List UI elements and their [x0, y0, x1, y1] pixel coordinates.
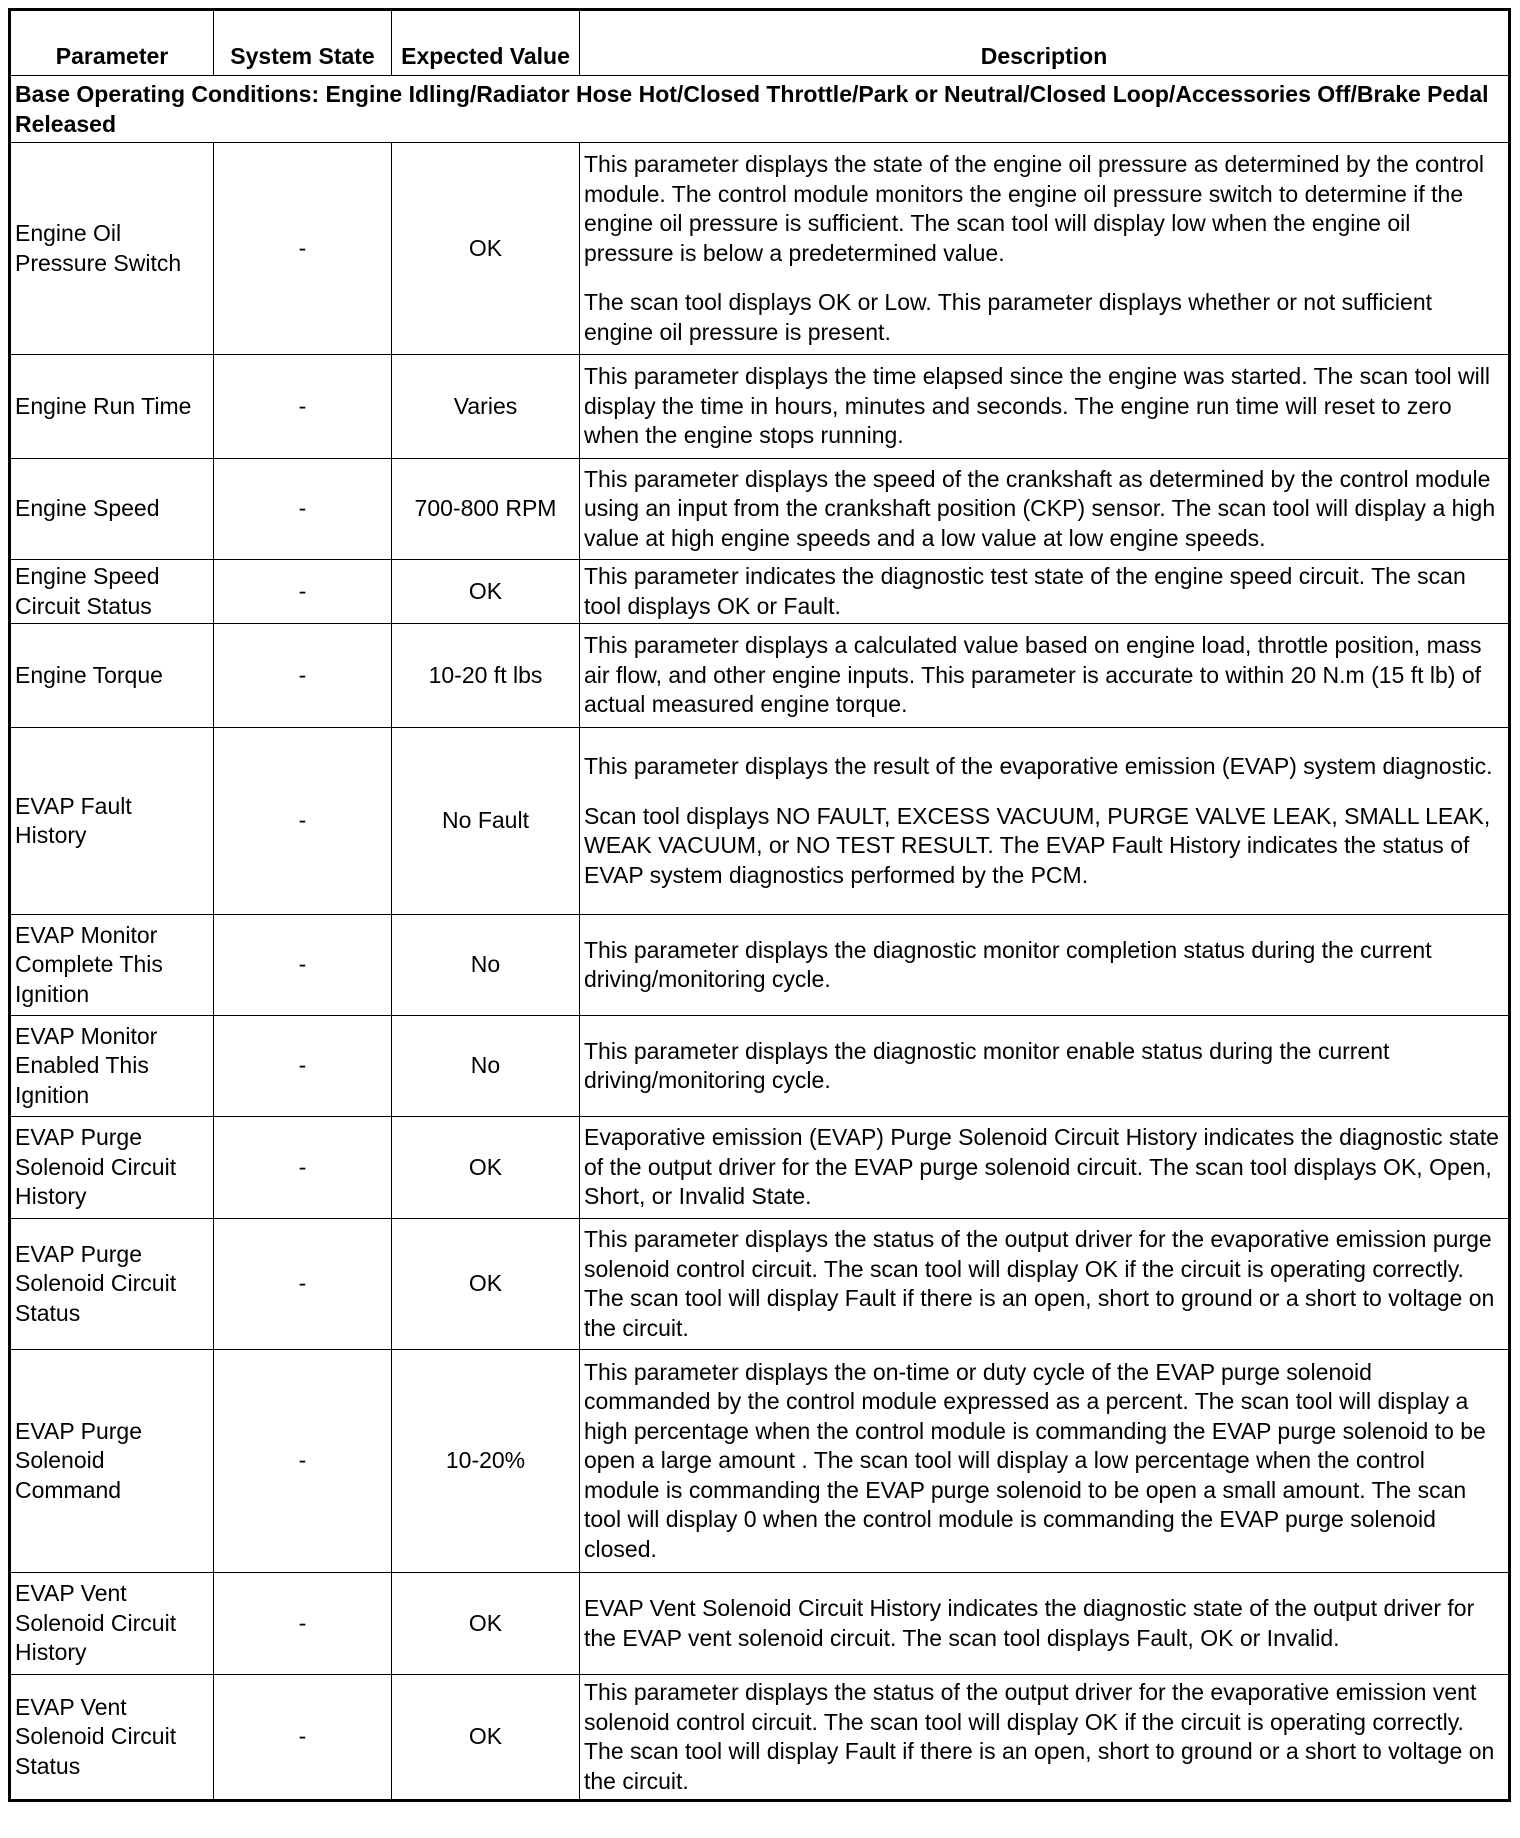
cell-expected-value: OK — [392, 1219, 580, 1350]
description-paragraph: This parameter displays the diagnostic monitor completion status during the current driving/monitoring cycle. — [584, 936, 1432, 992]
cell-parameter: EVAP Monitor Complete This Ignition — [10, 915, 214, 1016]
header-row — [10, 10, 1510, 76]
description-paragraph: This parameter displays the status of the output driver for the evaporative emission vent solenoid control circuit. The scan tool will display OK if the circuit is operating correctly. The scan tool will display Fault if there is an open, short to ground or a short to voltage on the circuit. — [584, 1679, 1495, 1794]
cell-description — [580, 1117, 1510, 1219]
cell-description — [580, 915, 1510, 1016]
description-paragraph: This parameter displays the diagnostic monitor enable status during the current driving/monitoring cycle. — [584, 1037, 1390, 1093]
cell-parameter: EVAP Vent Solenoid Circuit History — [10, 1573, 214, 1675]
table-row — [10, 1350, 1510, 1573]
table-row — [10, 624, 1510, 728]
cell-system-state: - — [214, 1675, 392, 1801]
cell-system-state: - — [214, 1117, 392, 1219]
header-description: Description — [580, 10, 1510, 76]
cell-system-state: - — [214, 624, 392, 728]
cell-description — [580, 1350, 1510, 1573]
cell-expected-value: OK — [392, 1117, 580, 1219]
table-row — [10, 728, 1510, 915]
cell-expected-value: OK — [392, 1675, 580, 1801]
description-paragraph: This parameter displays the on-time or duty cycle of the EVAP purge solenoid commanded by the control module expressed as a percent. The scan tool will display a high percentage when the control module is commanding the EVAP purge solenoid to be open a large amount . The scan tool will display a low percentage when the control module is commanding the EVAP purge solenoid to be open a small amount. The scan tool will display 0 when the control module is commanding the EVAP purge solenoid closed. — [584, 1358, 1486, 1562]
cell-expected-value: OK — [392, 143, 580, 355]
description-paragraph: EVAP Vent Solenoid Circuit History indicates the diagnostic state of the output driver for the EVAP vent solenoid circuit. The scan tool displays Fault, OK or Invalid. — [584, 1595, 1475, 1651]
table-row — [10, 459, 1510, 560]
description-paragraph: Scan tool displays NO FAULT, EXCESS VACUUM, PURGE VALVE LEAK, SMALL LEAK, WEAK VACUUM, or NO TEST RESULT. The EVAP Fault History indicates the status of EVAP system diagnostics performed by the PCM. — [584, 802, 1491, 888]
cell-system-state: - — [214, 1350, 392, 1573]
cell-expected-value: OK — [392, 560, 580, 624]
cell-parameter: Engine Run Time — [10, 355, 214, 459]
table-row — [10, 915, 1510, 1016]
cell-description — [580, 1016, 1510, 1117]
cell-description — [580, 355, 1510, 459]
cell-description — [580, 459, 1510, 560]
cell-parameter: EVAP Monitor Enabled This Ignition — [10, 1016, 214, 1117]
table-row — [10, 1675, 1510, 1801]
cell-description — [580, 1675, 1510, 1801]
cell-parameter: EVAP Vent Solenoid Circuit Status — [10, 1675, 214, 1801]
cell-system-state: - — [214, 1219, 392, 1350]
table-row — [10, 1117, 1510, 1219]
cell-parameter: EVAP Purge Solenoid Circuit Status — [10, 1219, 214, 1350]
cell-description — [580, 1219, 1510, 1350]
description-paragraph: This parameter displays the time elapsed since the engine was started. The scan tool will display the time in hours, minutes and seconds. The engine run time will reset to zero when the engine stops running. — [584, 363, 1490, 449]
description-paragraph: This parameter displays the result of the evaporative emission (EVAP) system diagnostic. — [584, 753, 1493, 779]
cell-description — [580, 143, 1510, 355]
description-paragraph: This parameter displays the state of the engine oil pressure as determined by the control module. The control module monitors the engine oil pressure switch to determine if the engine oil pressure is sufficient. The scan tool will display low when the engine oil pressure is below a predetermined value. — [584, 151, 1485, 266]
cell-parameter: Engine Torque — [10, 624, 214, 728]
cell-parameter: EVAP Purge Solenoid Circuit History — [10, 1117, 214, 1219]
base-conditions-row — [10, 76, 1510, 143]
cell-expected-value: No Fault — [392, 728, 580, 915]
cell-description — [580, 1573, 1510, 1675]
cell-parameter: EVAP Fault History — [10, 728, 214, 915]
cell-expected-value: 10-20% — [392, 1350, 580, 1573]
description-paragraph: This parameter displays the speed of the crankshaft as determined by the control module using an input from the crankshaft position (CKP) sensor. The scan tool will display a high value at high engine speeds and a low value at low engine speeds. — [584, 465, 1496, 551]
header-system-state: System State — [214, 10, 392, 76]
cell-system-state: - — [214, 560, 392, 624]
cell-description — [580, 560, 1510, 624]
cell-expected-value: No — [392, 1016, 580, 1117]
cell-parameter: EVAP Purge Solenoid Command — [10, 1350, 214, 1573]
cell-description — [580, 624, 1510, 728]
cell-description — [580, 728, 1510, 915]
table-row — [10, 143, 1510, 355]
cell-expected-value: No — [392, 915, 580, 1016]
cell-system-state: - — [214, 1016, 392, 1117]
header-parameter: Parameter — [10, 10, 214, 76]
cell-expected-value: OK — [392, 1573, 580, 1675]
parameter-table — [8, 8, 1511, 1802]
table-row — [10, 1219, 1510, 1350]
description-paragraph: The scan tool displays OK or Low. This parameter displays whether or not sufficient engine oil pressure is present. — [584, 289, 1433, 345]
cell-expected-value: 700-800 RPM — [392, 459, 580, 560]
base-conditions: Base Operating Conditions: Engine Idling/Radiator Hose Hot/Closed Throttle/Park or Neutral/Closed Loop/Accessories Off/Brake Pedal Released — [10, 76, 1510, 143]
table-row — [10, 1016, 1510, 1117]
cell-system-state: - — [214, 459, 392, 560]
description-paragraph: This parameter displays a calculated value based on engine load, throttle position, mass air flow, and other engine inputs. This parameter is accurate to within 20 N.m (15 ft lb) of actual measured engine torque. — [584, 632, 1482, 718]
cell-parameter: Engine Speed Circuit Status — [10, 560, 214, 624]
description-paragraph: This parameter indicates the diagnostic test state of the engine speed circuit. The scan tool displays OK or Fault. — [584, 563, 1466, 619]
cell-parameter: Engine Oil Pressure Switch — [10, 143, 214, 355]
table-row — [10, 560, 1510, 624]
cell-system-state: - — [214, 143, 392, 355]
cell-parameter: Engine Speed — [10, 459, 214, 560]
cell-system-state: - — [214, 1573, 392, 1675]
description-paragraph: Evaporative emission (EVAP) Purge Solenoid Circuit History indicates the diagnostic state of the output driver for the EVAP purge solenoid circuit. The scan tool displays OK, Open, Short, or Invalid State. — [584, 1124, 1499, 1210]
description-paragraph: This parameter displays the status of the output driver for the evaporative emission purge solenoid control circuit. The scan tool will display OK if the circuit is operating correctly. The scan tool will display Fault if there is an open, short to ground or a short to voltage on the circuit. — [584, 1226, 1495, 1341]
cell-system-state: - — [214, 728, 392, 915]
cell-system-state: - — [214, 355, 392, 459]
cell-system-state: - — [214, 915, 392, 1016]
table-row — [10, 355, 1510, 459]
table-row — [10, 1573, 1510, 1675]
cell-expected-value: Varies — [392, 355, 580, 459]
cell-expected-value: 10-20 ft lbs — [392, 624, 580, 728]
header-expected-value: Expected Value — [392, 10, 580, 76]
